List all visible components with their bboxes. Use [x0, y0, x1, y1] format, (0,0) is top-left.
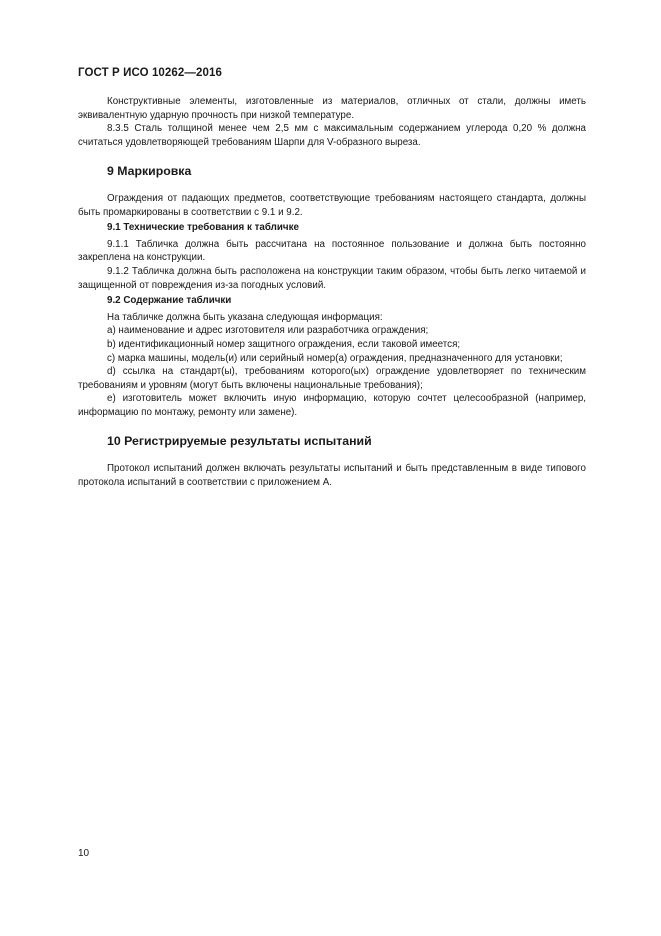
paragraph-10: Протокол испытаний должен включать результаты испытаний и быть представленным в виде типового протокола испытаний в соответствии с приложением А. [78, 463, 586, 488]
paragraph-8-3-5: 8.3.5 Сталь толщиной менее чем 2,5 мм с максимальным содержанием углерода 0,20 % должна считаться удовлетворяющей требованиям Шарпи для V-образного выреза. [78, 123, 586, 148]
list-item-d: d) ссылка на стандарт(ы), требованиям которого(ых) ограждение удовлетворяет по техническим требованиям и уровням (могут быть включены национальные требования); [78, 366, 586, 391]
paragraph-9-1-1: 9.1.1 Табличка должна быть рассчитана на постоянное пользование и должна быть постоянно закреплена на конструкции. [78, 238, 586, 264]
page-number: 10 [78, 848, 90, 859]
paragraph-9-2-intro: На табличке должна быть указана следующая информация: [107, 311, 383, 323]
section-9-heading: 9 Маркировка [107, 164, 192, 179]
paragraph-9-1-2: 9.1.2 Табличка должна быть расположена на конструкции таким образом, чтобы быть легко читаемой и защищенной от повреждения из-за погодных условий. [78, 265, 586, 291]
subsection-9-2-heading: 9.2 Содержание таблички [107, 295, 232, 307]
document-body [78, 95, 586, 489]
document-header: ГОСТ Р ИСО 10262—2016 [78, 67, 223, 79]
subsection-9-1-heading: 9.1 Технические требования к табличке [107, 222, 299, 234]
list-item-e: e) изготовитель может включить иную информацию, которую сочтет целесообразной (например, информацию по монтажу, ремонту или замене). [78, 393, 586, 418]
list-item-a: a) наименование и адрес изготовителя или разработчика ограждения; [107, 325, 429, 337]
list-item-b: b) идентификационный номер защитного ограждения, если таковой имеется; [107, 338, 461, 350]
paragraph-9-intro: Ограждения от падающих предметов, соответствующие требованиям настоящего стандарта, должны быть промаркированы в соответствии с 9.1 и 9.2. [78, 192, 586, 218]
list-item-c: c) марка машины, модель(и) или серийный номер(а) ограждения, предназначенного для установки; [107, 352, 563, 364]
paragraph-intro: Конструктивные элементы, изготовленные из материалов, отличных от стали, должны иметь эквивалентную ударную прочность при низкой температуре. [78, 96, 586, 121]
section-10-heading: 10 Регистрируемые результаты испытаний [107, 434, 372, 449]
